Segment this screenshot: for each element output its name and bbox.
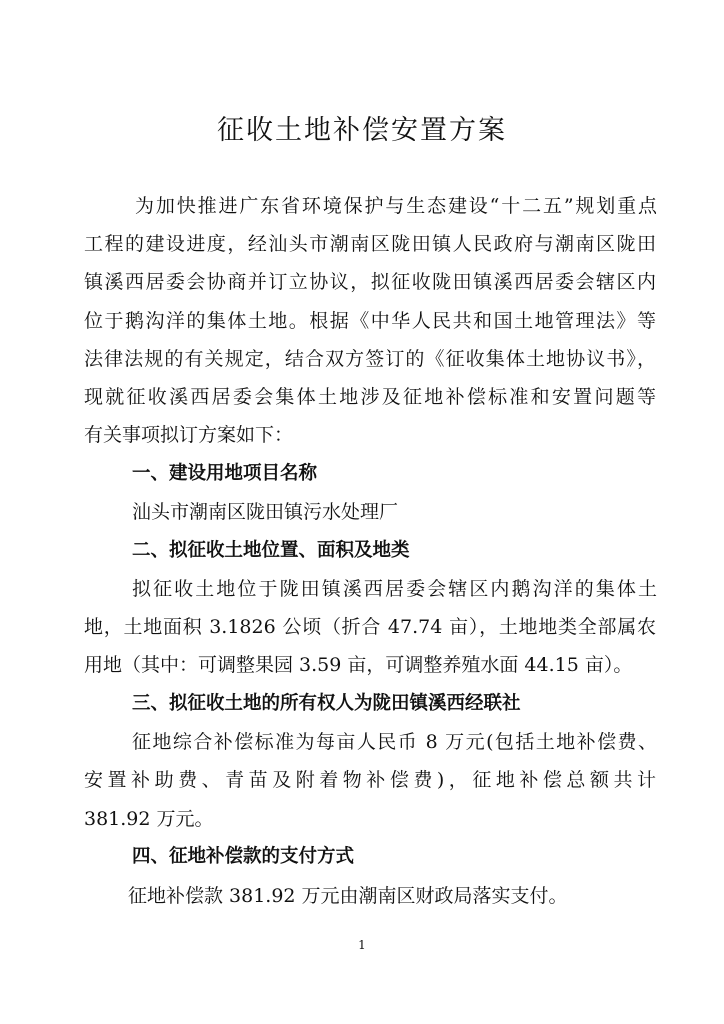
section-2-heading: 二、拟征收土地位置、面积及地类 xyxy=(132,540,410,561)
section-4-heading: 四、征地补偿款的支付方式 xyxy=(132,846,355,867)
section-4-line-1: 征地补偿款 381.92 万元由潮南区财政局落实支付。 xyxy=(128,885,568,907)
intro-line-7: 有关事项拟订方案如下： xyxy=(84,424,294,446)
section-3-heading: 三、拟征收土地的所有权人为陇田镇溪西经联社 xyxy=(132,693,521,714)
intro-line-1: 为加快推进广东省环境保护与生态建设“十二五”规划重点 xyxy=(135,195,657,217)
intro-line-2: 工程的建设进度，经汕头市潮南区陇田镇人民政府与潮南区陇田 xyxy=(84,233,656,255)
intro-line-4: 位于鹅沟洋的集体土地。根据《中华人民共和国土地管理法》等 xyxy=(84,310,656,332)
intro-line-3: 镇溪西居委会协商并订立协议，拟征收陇田镇溪西居委会辖区内 xyxy=(84,271,656,293)
section-2-line-3: 用地（其中：可调整果园 3.59 亩，可调整养殖水面 44.15 亩）。 xyxy=(84,654,633,676)
section-1-heading: 一、建设用地项目名称 xyxy=(132,463,318,484)
document-title: 征收土地补偿安置方案 xyxy=(217,115,507,146)
section-3-line-2: 安置补助费、青苗及附着物补偿费)，征地补偿总额共计 xyxy=(84,769,656,791)
section-2-line-2: 地，土地面积 3.1826 公顷（折合 47.74 亩），土地地类全部属农 xyxy=(84,616,656,638)
section-1-line-1: 汕头市潮南区陇田镇污水处理厂 xyxy=(132,501,399,523)
section-2-line-1: 拟征收土地位于陇田镇溪西居委会辖区内鹅沟洋的集体土 xyxy=(132,578,657,600)
section-3-line-1: 征地综合补偿标准为每亩人民币 8 万元(包括土地补偿费、 xyxy=(132,731,657,753)
page-number: 1 xyxy=(358,938,366,952)
intro-line-5: 法律法规的有关规定，结合双方签订的《征收集体土地协议书》， xyxy=(84,348,656,370)
intro-line-6: 现就征收溪西居委会集体土地涉及征地补偿标准和安置问题等 xyxy=(84,386,656,408)
section-3-line-3: 381.92 万元。 xyxy=(84,808,214,830)
